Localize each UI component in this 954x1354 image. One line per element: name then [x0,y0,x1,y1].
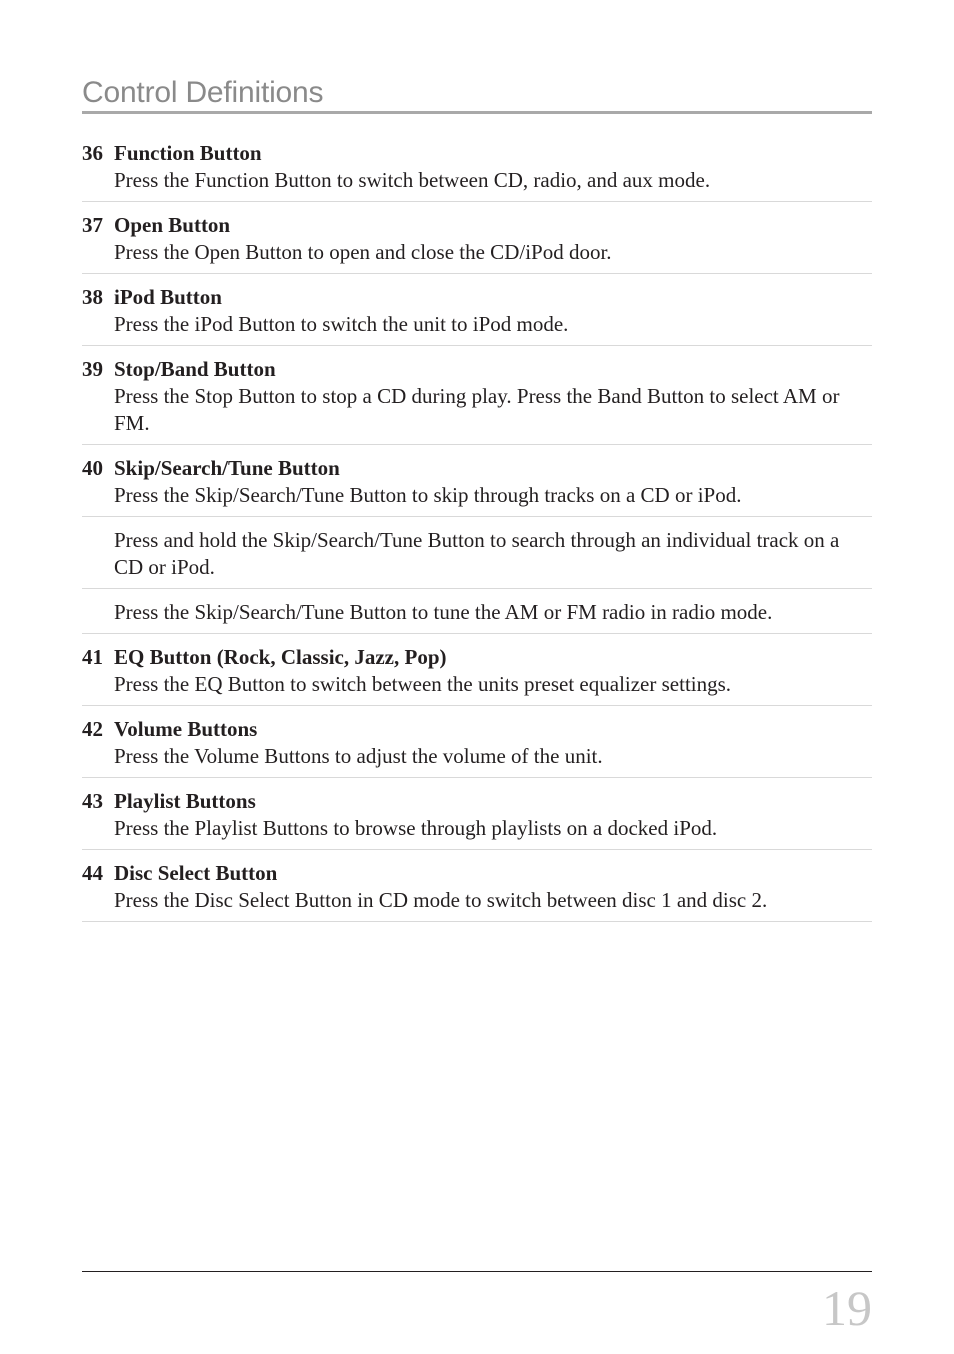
definition-entry-continuation [82,525,872,589]
entry-number: 36 [82,141,103,165]
definition-entry [82,138,872,202]
entry-heading [82,284,872,311]
definition-entry [82,210,872,274]
definition-entry [82,354,872,445]
entry-description: Press and hold the Skip/Search/Tune Button to search through an individual track on a CD or iPod. [114,528,840,579]
entry-heading [82,716,872,743]
entry-description: Press the Stop Button to stop a CD during play. Press the Band Button to select AM or FM. [114,384,840,435]
entry-title: Volume Buttons [114,717,258,741]
entry-number: 39 [82,357,103,381]
entry-heading [82,356,872,383]
entry-number: 37 [82,213,103,237]
entry-heading [82,860,872,887]
entry-number: 43 [82,789,103,813]
entry-description: Press the Skip/Search/Tune Button to skip through tracks on a CD or iPod. [114,483,742,507]
entry-number: 38 [82,285,103,309]
entry-title: Disc Select Button [114,861,278,885]
definition-entry [82,642,872,706]
entry-title: Function Button [114,141,262,165]
entry-number: 40 [82,456,103,480]
entry-title: Playlist Buttons [114,789,256,813]
entry-heading [82,212,872,239]
entry-heading [82,644,872,671]
definition-entry [82,453,872,517]
entry-description: Press the Open Button to open and close the CD/iPod door. [114,240,612,264]
entry-title: Stop/Band Button [114,357,276,381]
footer-divider [82,1271,872,1272]
entry-heading [82,788,872,815]
entry-description: Press the Skip/Search/Tune Button to tune the AM or FM radio in radio mode. [114,600,773,624]
definition-entry [82,786,872,850]
entry-title: Skip/Search/Tune Button [114,456,340,480]
entry-description: Press the Function Button to switch between CD, radio, and aux mode. [114,168,711,192]
page-title: Control Definitions [82,76,324,109]
entry-number: 41 [82,645,103,669]
entry-description: Press the EQ Button to switch between the units preset equalizer settings. [114,672,732,696]
entry-heading [82,140,872,167]
page-number: 19 [822,1280,872,1336]
entry-title: Open Button [114,213,231,237]
entry-description: Press the Disc Select Button in CD mode to switch between disc 1 and disc 2. [114,888,768,912]
definition-entry [82,858,872,922]
entry-title: iPod Button [114,285,222,309]
entry-heading [82,455,872,482]
entry-number: 42 [82,717,103,741]
definition-entry [82,282,872,346]
definition-entry-continuation [82,597,872,634]
entry-title: EQ Button (Rock, Classic, Jazz, Pop) [114,645,447,669]
definition-entry [82,714,872,778]
title-divider [82,111,872,114]
control-definitions-list [82,138,872,922]
entry-number: 44 [82,861,103,885]
entry-description: Press the iPod Button to switch the unit to iPod mode. [114,312,569,336]
entry-description: Press the Volume Buttons to adjust the volume of the unit. [114,744,603,768]
entry-description: Press the Playlist Buttons to browse through playlists on a docked iPod. [114,816,718,840]
